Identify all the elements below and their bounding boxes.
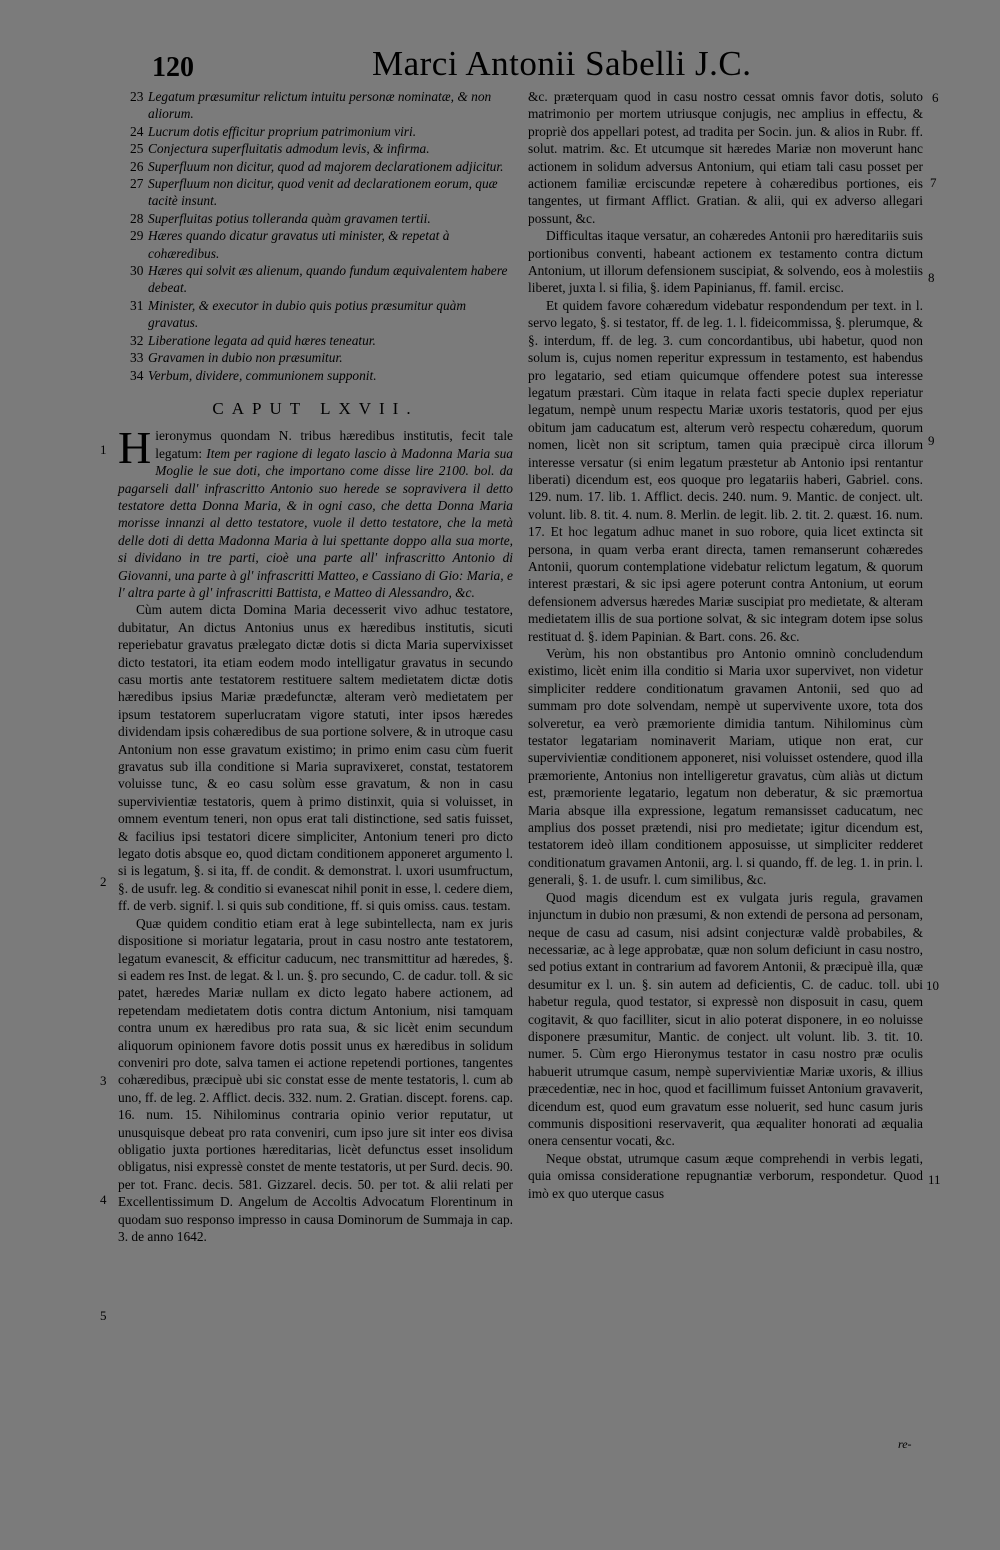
summary-number: 27 bbox=[130, 176, 144, 192]
summary-item bbox=[118, 88, 513, 123]
legacy-quote: Item per ragione di legato lascio à Madonna Maria sua Moglie le sue doti, che importano come disse lire 2100. bol. da pagarseli dall' infrascritto Antonio suo herede se sopravivera il detto testatore detta Donna Maria, & in ogni caso, che detta Donna Maria morisse innanzi al detto testatore, vuole il detto testatore, che la metà delle doti di detta Madonna Maria à lui spettante doppo alla sua morte, si dividano in tre parti, cioè una parte all' infrascritto Antonio di Giovanni, una parte à gl' infrascritti Matteo, e Cassiano di Gio: Maria, e l' altra parte à gl' infrascritti Battista, e Matteo di Alessandro, &c. bbox=[118, 445, 514, 600]
summary-item bbox=[118, 158, 513, 175]
drop-cap: H bbox=[118, 422, 152, 474]
summary-number: 33 bbox=[130, 350, 144, 366]
summary-text: Conjectura superfluitatis admodum levis, & infirma. bbox=[148, 141, 430, 157]
summary-text: Superfluum non dicitur, quod venit ad declarationem eorum, quæ tacitè insunt. bbox=[148, 176, 498, 209]
summary-number: 25 bbox=[130, 141, 144, 157]
page-header bbox=[0, 44, 1000, 94]
summary-text: Superfluitas potius tolleranda quàm gravamen tertii. bbox=[148, 210, 431, 226]
paragraph: Difficultas itaque versatur, an cohæredes Antonii pro hæreditariis suis portionibus conventi, habeant actionem ex testamento contra dictum Antonium, ut illorum defensionem suscipiat, & solvendo, eos à molestiis liberet, juxta l. si filia, §. idem Papinianus, ff. famil. ercisc. bbox=[528, 228, 923, 296]
page-number: 120 bbox=[152, 52, 194, 83]
summary-text: Hæres qui solvit æs alienum, quando fundum æquivalentem habere debeat. bbox=[148, 263, 508, 296]
margin-number: 9 bbox=[928, 433, 935, 448]
summary-number: 24 bbox=[130, 123, 144, 139]
paragraph-lead: ieronymus quondam N. tribus hæredibus institutis, fecit tale legatum: bbox=[155, 428, 513, 461]
summary-text: Gravamen in dubio non præsumitur. bbox=[148, 350, 343, 366]
margin-number: 4 bbox=[100, 1192, 107, 1207]
left-column bbox=[118, 88, 513, 1245]
summary-list bbox=[118, 88, 513, 384]
right-column bbox=[528, 88, 923, 1202]
running-head: Marci Antonii Sabelli J.C. bbox=[372, 44, 752, 83]
summary-text: Legatum præsumitur relictum intuitu personæ nominatæ, & non aliorum. bbox=[148, 89, 492, 122]
summary-number: 32 bbox=[130, 332, 144, 348]
catchword: re- bbox=[898, 1437, 912, 1451]
margin-number: 11 bbox=[928, 1172, 941, 1187]
paragraph: &c. præterquam quod in casu nostro cessat omnis favor dotis, soluto matrimonio per mortem utriusque conjugis, nec amplius in effectu, & propriè dos appellari potest, ad tradita per Socin. jun. & alios in Rubr. ff. solut. matrim. &c. Et utcumque sit hæredes Mariæ non moverunt hanc actionem in solidum adversus Antonium, qui etiam tali casu posset per actionem familiæ erciscundæ repetere à cohæredibus portiones, eis tangentes, ut firmant Afflict. Gratian. & alii, qui ex adverso allegari possunt, &c. bbox=[528, 89, 923, 226]
margin-number: 7 bbox=[930, 175, 937, 190]
summary-number: 29 bbox=[130, 228, 144, 244]
paragraph: Quod magis dicendum est ex vulgata juris regula, gravamen injunctum in dubio non præsumi, & non extendi de persona ad personam, neque de casu ad casum, nisi adsint conjecturæ valdè probabiles, & necessariæ, ac à lege approbatæ, quæ non solum deficiunt in casu nostro, sed potius extant in contrarium ad favorem Antonii, & præcipuè illa, quæ desumitur ex l. un. §. sin autem ad deficientis, C. de caduc. toll. ubi habetur regula, quod testator, si expressè non disposuit in casu, quem cogitavit, & quo facilliter, sicut in alio poterat disponere, in eo noluisse disponere præsumitur, Mantic. de conject. ult volunt. lib. 3. tit. 10. numer. 5. Cùm ergo Hieronymus testator in casu nostro præ oculis habuerit utrumque casum, nempè supervivientiæ Mariæ uxoris, & illius præcedentiæ, nec in hoc, quod et facillimum fuisset Antonium gravaverit, dicendum est, quod eum gravatum esse noluerit, sed hunc casum juris communis dispositioni reservaverit, qua æqualiter honorati ad æqualia onera censentur vocati, &c. bbox=[528, 889, 923, 1149]
summary-text: Minister, & executor in dubio quis potius præsumitur quàm gravatus. bbox=[148, 297, 467, 331]
summary-text: Lucrum dotis efficitur proprium patrimonium viri. bbox=[148, 123, 417, 139]
margin-number: 2 bbox=[100, 874, 107, 889]
paragraph: Neque obstat, utrumque casum æque comprehendi in verbis legati, quia omissa consideratione repugnantiæ verborum, respondetur. Quod imò ex quo uterque casus bbox=[528, 1150, 923, 1201]
margin-number: 8 bbox=[928, 270, 935, 285]
paragraph: Et quidem favore cohæredum videbatur respondendum per text. in l. servo legato, §. si testator, ff. de leg. 1. l. fideicommissa, §. plerumque, & §. interdum, ff. de leg. 3. cum concordantibus, ubi habetur, quod non solum is, cujus nomen reperitur expressum in testamento, est habendus pro legatario, sed etiam quicumque offendere potest sua interesse legatum præstari. Cùm itaque in relata facti specie duplex reperiatur legatum, nempè unum respectu Mariæ uxoris testatoris, quod per ejus obitum jam caducatum est, alterum verò respectu cohæredum, quorum nomen, licèt non sit scriptum, tamen quia præcipuè circa illorum interesse versatur (si enim legatum præstetur ab Antonio ipsi rentantur liberati) dicendum est, eos quoque pro legatariis haberi, Gabriel. cons. 129. num. 17. lib. 1. Afflict. decis. 240. num. 9. Mantic. de conject. ult. volunt. lib. 8. tit. 4. num. 8. Merlin. de legit. lib. 2. tit. 2. quæst. 16. num. 17. Et hoc legatum adhuc manet in suo robore, quia licet extincta sit persona, in quam verba erant directa, tamen remanserunt cohæredes Antonii, quorum contemplatione videbatur relictum legatum, & quorum interest præstari, & sic ipsi agere poterunt contra Antonium, ut eorum defensionem adversus hæredes Mariæ suscipiat pro medietate, & alteram medietatem illis de sua portione solvat, & sic integram dotem ipse solus restituat d. §. idem Papinian. & Bart. cons. 26. &c. bbox=[528, 297, 923, 644]
paragraph bbox=[118, 422, 514, 601]
summary-item bbox=[118, 210, 513, 227]
margin-number: 1 bbox=[100, 442, 107, 457]
summary-number: 34 bbox=[130, 367, 144, 383]
paragraph: Verùm, his non obstantibus pro Antonio omninò concludendum existimo, licèt enim illa conditio si Maria uxor supervivet, non videtur simpliciter reddere conditionatum gravamen Antonii, sed quo ad summam pro dote solvendam, nempè ut supervivente uxore, tota dos solveretur, ea verò præmoriente dimidia tantum. Nihilominus cùm testator legatariam nominaverit Mariam, utique non erat, cur supervivientiæ conditionem apponeret, nisi voluisset ostendere, quod illa præmoriente, Antonius non intelligeretur gravatus, cùm aliàs ut dictum est, præmoriente legatario, legatum non deberatur, & sic præmortua Maria absque illa expressione, legatum remansisset caducatum, nec amplius dos posset prætendi, nisi pro medietate; igitur dicendum est, testatorem ideò illam conditionem apposuisse, ut simpliciter redderet conditionatum gravamen Antonii, arg. l. si quando, ff. de leg. 1. in prin. l. generali, §. 1. de usufr. l. cum similibus, &c. bbox=[528, 646, 923, 888]
summary-text: Verbum, dividere, communionem supponit. bbox=[148, 367, 377, 383]
summary-text: Hæres quando dicatur gravatus uti minister, & repetat à cohæredibus. bbox=[148, 228, 450, 261]
summary-item bbox=[118, 367, 513, 384]
summary-number: 31 bbox=[130, 297, 144, 313]
margin-number: 6 bbox=[932, 90, 939, 105]
summary-item bbox=[118, 175, 513, 210]
paragraph: Cùm autem dicta Domina Maria decesserit vivo adhuc testatore, dubitatur, An dictus Antonius unus ex hæredibus institutis, sicuti reperiebatur gravatus prælegato dictæ dotis si dicta Maria supervixisset dicto testatori, ita etiam eodem modo intelligatur gravatus in secundo casu mortis ante testatorem restituere saltem medietatem dictæ dotis hæredibus ipsius Mariæ prædefunctæ, alteram verò medietatem per ipsum testatorem superlucratam vigore statuti, inter ipsos hæredes dividendam ipsis cohæredibus de sua portione solvere, & in utroque casu Antonium non esse gravatum existimo; in primo enim casu cùm fuerit gravatus sub illa conditione si Maria supravixeret, constat, testatorem voluisse tunc, & eo casu solùm esse gravatum, & non in casu supervivientiæ testatoris, quem à primo distinxit, quia si voluisset, in omnem eventum teneri, non opus erat tali distinctione, sed satis fuisset, & facilius ipsi testatori dicere simpliciter, Antonium teneri pro dicto legato dotis absque eo, quod dictam conditionem apponeret argumento l. si is legatum, §. si ita, ff. de condit. & demonstrat. l. uxori usumfructum, §. de usufr. leg. & conditio si evanescat nihil ponit in esse, l. cedere diem, ff. de verb. signif. l. si quis sub conditione, ff. si quis omiss. caus. testam. bbox=[118, 602, 513, 914]
chapter-title: CAPUT LXVII. bbox=[212, 398, 419, 418]
summary-item bbox=[118, 140, 513, 157]
summary-item bbox=[118, 349, 513, 366]
summary-text: Superfluum non dicitur, quod ad majorem declarationem adjicitur. bbox=[148, 158, 504, 174]
summary-item bbox=[118, 297, 513, 332]
summary-item bbox=[118, 262, 513, 297]
summary-number: 30 bbox=[130, 263, 144, 279]
margin-number: 5 bbox=[100, 1308, 107, 1323]
paragraph: Quæ quidem conditio etiam erat à lege subintellecta, nam ex juris dispositione si moriatur legataria, prout in casu nostro ante testatorem, legatum evanescit, & efficitur caducum, nec transmittitur ad hæredes, §. si eadem res Inst. de legat. & l. un. §. pro secundo, C. de cadur. toll. & sic patet, hæredes Mariæ nullam ex dicto legato habere actionem, ad repetendam medietatem dotis contra dictum Antonium, nisi tamquam contra unum ex hæredibus pro rata sua, & sic licèt enim secundum aliquorum opinionem favore dotis possit unus ex hæredibus in solidum conveniri pro dote, salva tamen ei actione repetendi portiones, tangentes cohæredibus, præcipuè ubi sic constat esse de mente testatoris, l. cum ab uno, ff. de leg. 2. Afflict. decis. 332. num. 2. Gratian. discept. forens. cap. 16. num. 15. Nihilominus contraria opinio verior reputatur, ut unusquisque debeat pro rata conveniri, cum ipso jure sit inter eos divisa obligatio juxta portiones hæreditarias, licèt defunctus esset insolidum obligatus, nisi expressè constet de mente testatoris, ut per Surd. decis. 90. per tot. Franc. decis. 581. Gizzarel. decis. 50. per tot. & alii relati per Excellentissimum D. Angelum de Accoltis Advocatum Florentinum in quodam suo responso impresso in causa Dominorum de Summaja in cap. 3. de anno 1642. bbox=[118, 915, 513, 1244]
summary-item bbox=[118, 123, 513, 140]
summary-item bbox=[118, 227, 513, 262]
summary-number: 26 bbox=[130, 158, 144, 174]
margin-number: 10 bbox=[926, 978, 939, 993]
summary-number: 23 bbox=[130, 89, 144, 104]
summary-number: 28 bbox=[130, 210, 144, 226]
summary-text: Liberatione legata ad quid hæres teneatur. bbox=[148, 332, 376, 348]
summary-item bbox=[118, 332, 513, 349]
margin-number: 3 bbox=[100, 1073, 107, 1088]
